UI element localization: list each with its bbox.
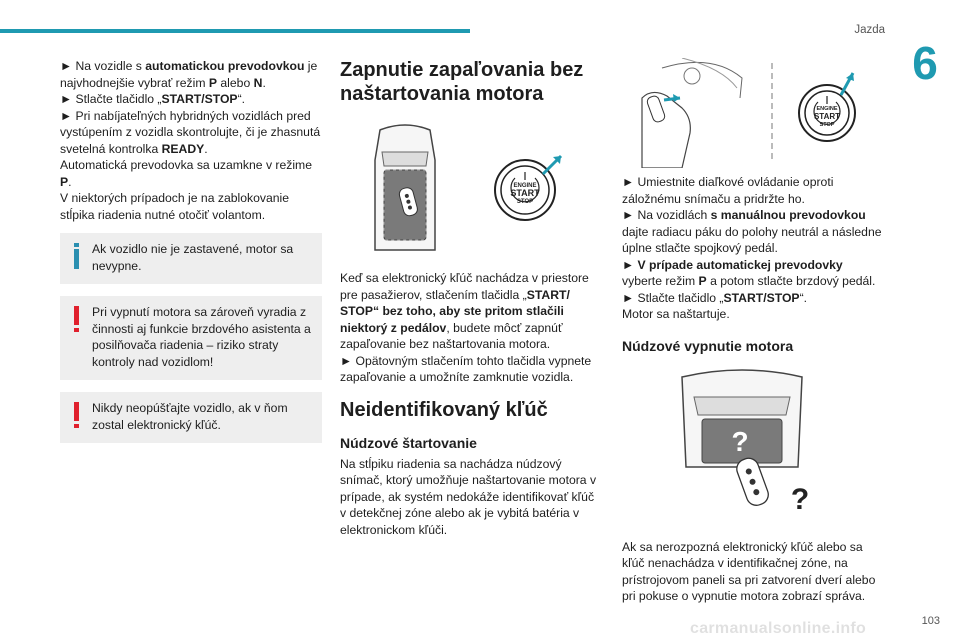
- text: “.: [799, 290, 808, 305]
- paragraph-automatic-gearbox: [60, 58, 322, 91]
- svg-text:?: ?: [731, 425, 749, 457]
- note-text: Pri vypnutí motora sa zároveň vyradia z činnosti aj funkcie brzdového asistenta a posilňovača riadenia – riziko straty kontroly nad vozidlom!: [92, 305, 311, 369]
- info-icon: [72, 243, 82, 269]
- paragraph-unrecognized-key: [622, 539, 884, 605]
- engine-start-stop-button-icon: [799, 73, 855, 141]
- svg-text:?: ?: [790, 482, 810, 516]
- warning-note-key-inside: [60, 392, 322, 443]
- column-right: [622, 58, 884, 605]
- chapter-number: 6: [912, 37, 938, 89]
- paragraph-automatic-gearbox: [622, 257, 884, 290]
- header-accent-bar: [0, 29, 470, 33]
- text: Stlačte tlačidlo „: [75, 92, 162, 106]
- text: V niektorých prípadoch je na zablokovanie stĺpika riadenia nutné otočiť volantom.: [60, 191, 289, 222]
- warning-icon: [72, 402, 82, 428]
- text: Na stĺpiku riadenia sa nachádza núdzový snímač, ktorý umožňuje naštartovanie motora v prípade, ak systém nedokáže identifikovať kľúč v detekčnej zóne alebo ak je vybitá batéria v elektronickom kľúči.: [340, 456, 597, 537]
- bold-text: N: [253, 75, 263, 90]
- car-question-key-icon: [622, 367, 884, 527]
- bold-text: s manuálnou prevodovkou: [710, 208, 866, 222]
- svg-text:ENGINE: ENGINE: [513, 183, 537, 189]
- bullet-arrow: ►: [622, 208, 635, 222]
- svg-text:STOP: STOP: [819, 122, 835, 128]
- bullet-arrow: ►: [622, 290, 635, 305]
- bold-text: START/ STOP“ bez toho, aby ste pritom stlačili niektorý z pedálov: [340, 287, 570, 335]
- chapter-title: Jazda: [854, 24, 885, 36]
- car-top-view-icon: [340, 120, 602, 260]
- text: vyberte režim: [622, 274, 696, 288]
- bold-text: automatickou prevodovkou: [145, 59, 305, 73]
- text: Na vozidlách: [637, 208, 708, 222]
- bullet-arrow: ►: [622, 175, 635, 189]
- paragraph-backup-sensor: [340, 456, 602, 539]
- text: Umiestnite diaľkové ovládanie oproti záložnému snímaču a pridržte ho.: [622, 175, 834, 206]
- heading-emergency-stop: Núdzové vypnutie motora: [622, 337, 794, 354]
- svg-text:STOP: STOP: [516, 199, 534, 205]
- illustration-car-key-button: [340, 120, 602, 260]
- svg-text:START: START: [813, 112, 841, 121]
- paragraph-hybrid-ready: [60, 108, 322, 158]
- note-text: Nikdy neopúšťajte vozidlo, ak v ňom zostal elektronický kľúč.: [92, 401, 288, 432]
- paragraph-engine-starts: [622, 306, 884, 323]
- text: dajte radiacu páku do polohy neutrál a následne úplne stlačte spojkový pedál.: [622, 224, 882, 255]
- heading-emergency-start: Núdzové štartovanie: [340, 434, 477, 451]
- column-middle: [340, 58, 602, 538]
- text: alebo: [220, 75, 251, 90]
- text: Opätovným stlačením tohto tlačidla vypnete zapaľovanie a umožníte zamknutie vozidla.: [340, 353, 592, 384]
- bold-text: P: [208, 75, 218, 90]
- bullet-arrow: ►: [60, 59, 73, 73]
- paragraph-press-start-stop: [622, 290, 884, 307]
- engine-start-stop-button-icon: [495, 156, 561, 220]
- illustration-car-unknown-key: [622, 367, 884, 527]
- text: Na vozidle s: [75, 59, 142, 73]
- column-left: [60, 58, 322, 455]
- bullet-arrow: ►: [340, 353, 353, 368]
- heading-ignition-on: Zapnutie zapaľovania bez naštartovania motora: [340, 59, 584, 105]
- note-text: Ak vozidlo nie je zastavené, motor sa nevypne.: [92, 242, 294, 273]
- watermark: carmanualsonline.info: [690, 620, 867, 637]
- heading-unidentified-key: Neidentifikovaný kľúč: [340, 398, 548, 421]
- warning-note-engine-off: [60, 296, 322, 380]
- paragraph-press-start-stop: [60, 91, 322, 108]
- bullet-arrow: ►: [622, 257, 635, 272]
- illustration-backup-sensor: [622, 58, 884, 168]
- paragraph-manual-gearbox: [622, 207, 884, 257]
- bold-text: READY: [161, 141, 205, 156]
- paragraph-ignition-off: [340, 353, 602, 386]
- text: Ak sa nerozpozná elektronický kľúč alebo sa kľúč nenachádza v identifikačnej zóne, na prístrojovom paneli sa pri zatvorení dverí alebo pri pokuse o vypnutie motora zobrazí správa.: [622, 539, 876, 603]
- text: Motor sa naštartuje.: [622, 307, 730, 321]
- text: .: [262, 75, 266, 90]
- text: “.: [237, 92, 246, 106]
- bullet-arrow: ►: [60, 92, 73, 106]
- bullet-arrow: ►: [60, 108, 73, 123]
- paragraph-steering-lock: [60, 190, 322, 223]
- steering-column-hand-key-icon: [622, 58, 884, 168]
- text: Automatická prevodovka sa uzamkne v režime: [60, 158, 312, 172]
- text: .: [204, 141, 208, 156]
- text: Stlačte tlačidlo „: [637, 290, 724, 305]
- paragraph-gearbox-locked: [60, 157, 322, 190]
- bold-text: P: [60, 174, 69, 189]
- bold-text: P: [698, 274, 707, 288]
- text: Pri nabíjateľných hybridných vozidlách pred vystúpením z vozidla skontrolujte, či je zhasnutá svetelná kontrolka: [60, 108, 321, 156]
- bold-text: START/STOP: [161, 92, 238, 106]
- bold-text: V prípade automatickej prevodovky: [637, 257, 843, 272]
- info-note: [60, 233, 322, 284]
- text: a potom stlačte brzdový pedál.: [710, 274, 876, 288]
- svg-text:START: START: [510, 188, 540, 198]
- text: .: [68, 174, 72, 189]
- page-number: 103: [921, 615, 940, 627]
- text: Keď sa elektronický kľúč nachádza v priestore pre pasažierov, stlačením tlačidla „: [340, 271, 589, 302]
- paragraph-place-remote: [622, 174, 884, 207]
- warning-icon: [72, 306, 82, 332]
- svg-text:ENGINE: ENGINE: [816, 106, 838, 112]
- bold-text: START/STOP: [723, 290, 800, 305]
- paragraph-ignition-without-start: [340, 270, 602, 353]
- text: , budete môcť zapnúť zapaľovanie bez naštartovania motora.: [340, 320, 563, 351]
- text: je najvhodnejšie vybrať režim: [60, 59, 318, 90]
